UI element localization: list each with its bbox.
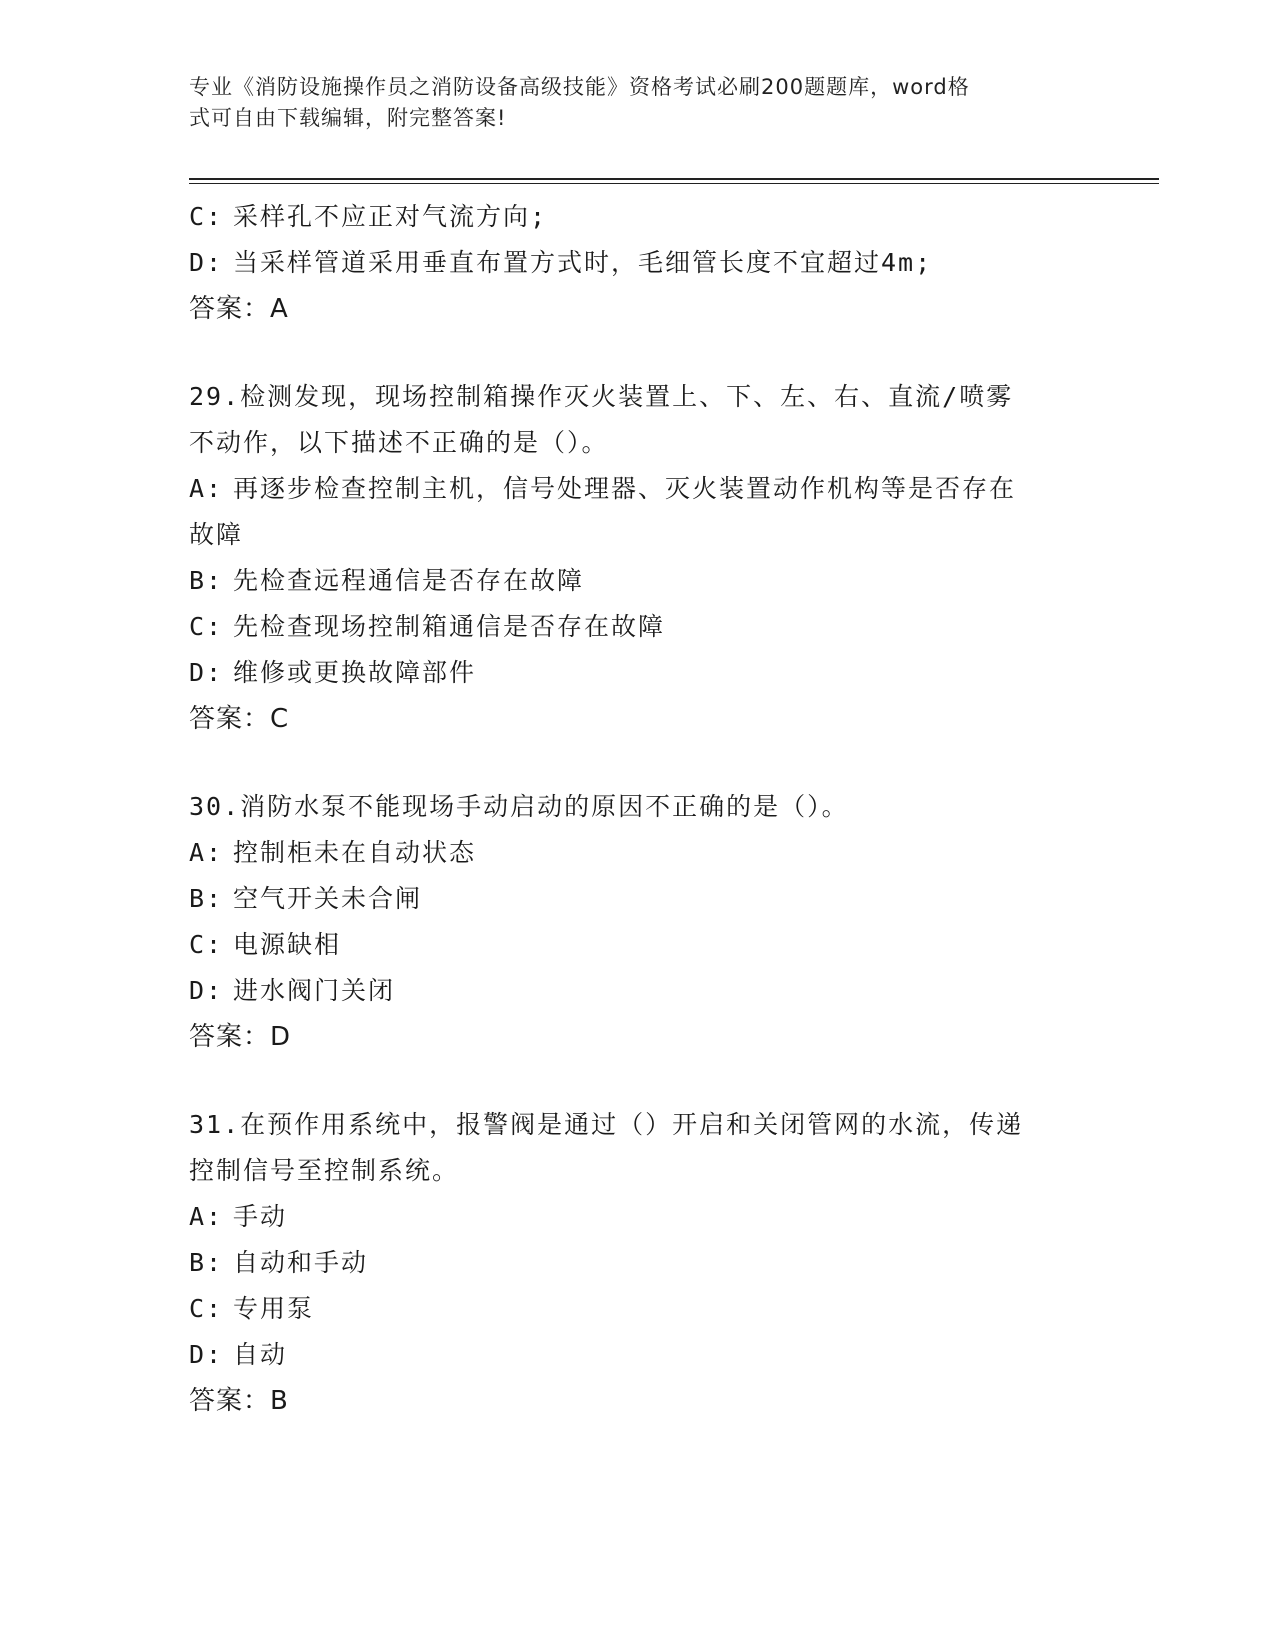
question-stem-line-1: 29.检测发现，现场控制箱操作灭火装置上、下、左、右、直流/喷雾 bbox=[189, 382, 1014, 411]
option-d bbox=[189, 650, 1089, 696]
option-b bbox=[189, 558, 1089, 604]
option-letter: C: bbox=[189, 612, 224, 641]
question-28-tail bbox=[189, 194, 1089, 332]
option-d bbox=[189, 240, 1089, 286]
option-letter: D: bbox=[189, 658, 224, 687]
header-divider-thin bbox=[189, 183, 1159, 184]
option-text: 手动 bbox=[233, 1202, 288, 1231]
option-b bbox=[189, 1240, 1089, 1286]
option-text-continued: 故障 bbox=[189, 520, 244, 549]
answer-line: 答案：D bbox=[189, 1022, 292, 1052]
option-b bbox=[189, 876, 1089, 922]
document-header bbox=[189, 72, 1069, 134]
option-a bbox=[189, 1194, 1089, 1240]
option-letter: C: bbox=[189, 202, 224, 231]
option-text: 电源缺相 bbox=[233, 930, 342, 959]
option-letter: D: bbox=[189, 248, 224, 277]
answer-line: 答案：A bbox=[189, 294, 289, 324]
question-31 bbox=[189, 1102, 1089, 1424]
option-text: 专用泵 bbox=[233, 1294, 315, 1323]
option-text: 采样孔不应正对气流方向; bbox=[233, 202, 548, 231]
option-letter: A: bbox=[189, 1202, 224, 1231]
option-c bbox=[189, 1286, 1089, 1332]
option-d bbox=[189, 1332, 1089, 1378]
answer-line: 答案：C bbox=[189, 704, 290, 734]
option-text: 空气开关未合闸 bbox=[233, 884, 423, 913]
option-letter: D: bbox=[189, 976, 224, 1005]
question-30 bbox=[189, 784, 1089, 1060]
option-letter: D: bbox=[189, 1340, 224, 1369]
question-stem bbox=[189, 374, 1089, 466]
question-stem-line-1: 31.在预作用系统中，报警阀是通过（）开启和关闭管网的水流，传递 bbox=[189, 1110, 1024, 1139]
answer-line: 答案：B bbox=[189, 1386, 289, 1416]
option-text: 进水阀门关闭 bbox=[233, 976, 396, 1005]
option-letter: A: bbox=[189, 838, 224, 867]
option-text: 控制柜未在自动状态 bbox=[233, 838, 477, 867]
option-letter: B: bbox=[189, 884, 224, 913]
option-text: 先检查远程通信是否存在故障 bbox=[233, 566, 585, 595]
question-list bbox=[189, 194, 1089, 1466]
option-a bbox=[189, 830, 1089, 876]
question-stem bbox=[189, 784, 1089, 830]
option-c bbox=[189, 922, 1089, 968]
option-text: 自动 bbox=[233, 1340, 288, 1369]
option-letter: B: bbox=[189, 566, 224, 595]
option-letter: C: bbox=[189, 1294, 224, 1323]
option-c bbox=[189, 604, 1089, 650]
option-text: 先检查现场控制箱通信是否存在故障 bbox=[233, 612, 666, 641]
header-line-2: 式可自由下载编辑，附完整答案! bbox=[189, 106, 507, 130]
option-text: 当采样管道采用垂直布置方式时，毛细管长度不宜超过4m; bbox=[233, 248, 933, 277]
option-text: 维修或更换故障部件 bbox=[233, 658, 477, 687]
header-divider-thick bbox=[189, 178, 1159, 180]
question-stem bbox=[189, 1102, 1089, 1194]
option-d bbox=[189, 968, 1089, 1014]
option-letter: C: bbox=[189, 930, 224, 959]
option-letter: A: bbox=[189, 474, 224, 503]
option-c bbox=[189, 194, 1089, 240]
question-stem-line-2: 控制信号至控制系统。 bbox=[189, 1156, 460, 1185]
question-stem-line-1: 30.消防水泵不能现场手动启动的原因不正确的是（）。 bbox=[189, 792, 849, 821]
option-letter: B: bbox=[189, 1248, 224, 1277]
option-text: 自动和手动 bbox=[233, 1248, 369, 1277]
header-line-1: 专业《消防设施操作员之消防设备高级技能》资格考试必刷200题题库，word格 bbox=[189, 75, 970, 99]
option-text: 再逐步检查控制主机，信号处理器、灭火装置动作机构等是否存在 bbox=[233, 474, 1017, 503]
question-stem-line-2: 不动作，以下描述不正确的是（）。 bbox=[189, 428, 609, 457]
option-a bbox=[189, 466, 1089, 558]
question-29 bbox=[189, 374, 1089, 742]
